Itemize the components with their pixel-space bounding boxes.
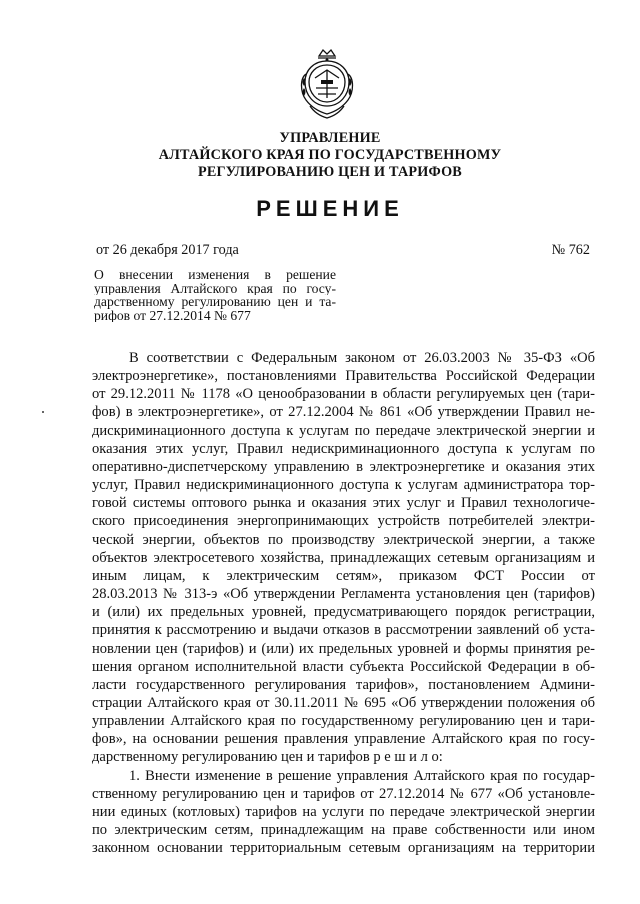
agency-name-line-3: РЕГУЛИРОВАНИЮ ЦЕН И ТАРИФОВ	[198, 164, 462, 180]
body-line: от 29.12.2011 № 1178 «О ценообразовании в области регулируемых цен (тари-	[92, 386, 595, 403]
body-line: говой системы оптового рынка и оказания этих услуг и Правил технологиче-	[92, 495, 595, 512]
body-line: оперативно-диспетчерскому управлению в электроэнергетике и оказания этих	[92, 458, 595, 475]
body-line: законном основании территориальным сетевым организациям на территории	[92, 840, 595, 857]
body-line: шения органом исполнительной власти субъекта Российской Федерации в об-	[92, 658, 595, 675]
body-line: иным лицам, к электрическим сетям», приказом ФСТ России от	[92, 567, 595, 584]
body-line: 28.03.2013 № 313-э «Об утверждении Регламента установления цен (тарифов)	[92, 586, 595, 603]
document-title: РЕШЕНИЕ	[256, 196, 404, 221]
body-line: ского присоединения энергопринимающих устройств потребителей электри-	[92, 513, 595, 530]
document-date: от 26 декабря 2017 года	[96, 242, 239, 258]
document-number: № 762	[551, 242, 590, 258]
body-line: управлении Алтайского края по государственному регулированию цен и тари-	[92, 713, 595, 730]
document-body	[92, 349, 595, 857]
body-line: электроэнергетике», постановлениями Правительства Российской Федерации	[92, 368, 595, 385]
body-line: ческой энергии, объектов по производству электрической энергии, а также	[92, 531, 595, 548]
scan-speck	[42, 411, 44, 413]
body-line: услуг, Правил недискриминационного доступа к услугам администратора тор-	[92, 477, 595, 494]
body-line: фов) в электроэнергетике», от 27.12.2004 № 861 «Об утверждении Правил не-	[92, 404, 595, 421]
body-line: нии единых (котловых) тарифов на услуги по передаче электрической энергии	[92, 803, 595, 820]
subject-line: рифов от 27.12.2014 № 677	[94, 308, 251, 322]
body-line: по электрическим сетям, принадлежащим на праве собственности или ином	[92, 822, 595, 839]
body-line: дискриминационного доступа к услугам по передаче электрической энергии и	[92, 422, 595, 439]
document-subject	[94, 268, 336, 322]
body-line: дарственному регулированию цен и тарифов р е ш и л о:	[92, 749, 443, 766]
subject-line: О внесении изменения в решение	[94, 268, 336, 282]
body-line: оказания этих услуг, Правил недискриминационного доступа к услугам по	[92, 440, 595, 457]
body-line: В соответствии с Федеральным законом от 26.03.2003 № 35-ФЗ «Об	[129, 350, 595, 366]
coat-of-arms-emblem	[296, 48, 358, 122]
body-line: и (или) их предельных уровней, предусматривающего порядок регистрации,	[92, 604, 595, 621]
body-line: фов», на основании решения правления управление Алтайского края по госу-	[92, 731, 595, 748]
body-line: ласти государственного регулирования тарифов», постановлением Админи-	[92, 676, 595, 693]
body-line: новлении цен (тарифов) и (или) их предельных уровней и формы принятия ре-	[92, 640, 595, 657]
subject-line: дарственному регулированию цен и та-	[94, 295, 336, 309]
subject-line: управления Алтайского края по госу-	[94, 281, 336, 295]
body-line: объектов электросетевого хозяйства, принадлежащих сетевым организациям и	[92, 549, 595, 566]
body-line: ственному регулированию цен и тарифов от 27.12.2014 № 677 «Об установле-	[92, 785, 595, 802]
body-line: страции Алтайского края от 30.11.2011 № 695 «Об утверждении положения об	[92, 694, 595, 711]
body-line: принятия к рассмотрению и выдачи отказов в рассмотрении заявлений об уста-	[92, 622, 595, 639]
body-line: 1. Внести изменение в решение управления Алтайского края по государ-	[129, 767, 595, 784]
agency-name-line-2: АЛТАЙСКОГО КРАЯ ПО ГОСУДАРСТВЕННОМУ	[158, 147, 502, 163]
agency-name-line-1: УПРАВЛЕНИЕ	[279, 130, 381, 146]
